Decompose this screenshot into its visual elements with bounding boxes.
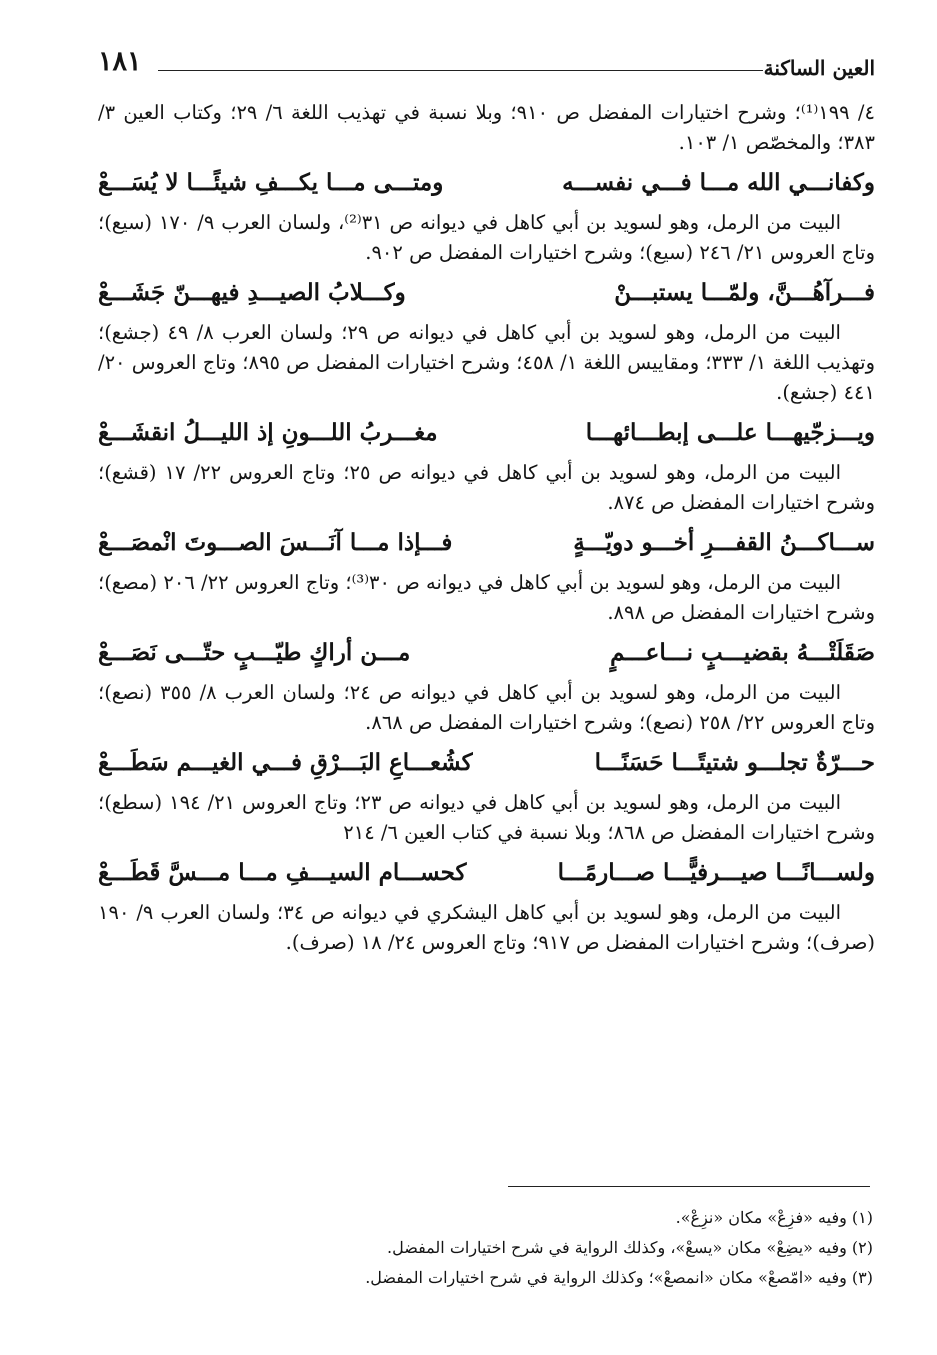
- verse-13: [98, 856, 875, 890]
- paragraph-6: البيت من الرمل، وهو لسويد بن أبي كاهل في ديوانه ص ٢٥؛ وتاج العروس ٢٢/ ١٧ (قشع)؛ وشرح اختيارات المفضل ص ٨٧٤.: [98, 461, 875, 514]
- footnotes: [98, 1203, 873, 1293]
- verse-11: [98, 746, 875, 780]
- paragraph-2: البيت من الرمل، وهو لسويد بن أبي كاهل في ديوانه ص ٣١⁽²⁾، ولسان العرب ٩/ ١٧٠ (سيع)؛ وتاج العروس ٢١/ ٢٤٦ (سيع)؛ وشرح اختيارات المفضل ص ٩٠٢.: [98, 211, 875, 264]
- verse-7-second-hemistich: فـــإذا مـــا آنَـــسَ الصـــوتَ انْمصَـــعْ: [98, 529, 453, 556]
- verse-3: [98, 276, 875, 310]
- verse-9-first-hemistich: صَقَلَتْـــهُ بقضيـــبٍ نـــاعـــمٍ: [610, 639, 875, 666]
- paragraph-8: البيت من الرمل، وهو لسويد بن أبي كاهل في ديوانه ص ٣٠⁽³⁾؛ وتاج العروس ٢٢/ ٢٠٦ (مصع)؛ وشرح اختيارات المفضل ص ٨٩٨.: [98, 571, 875, 624]
- verse-13-second-hemistich: كحســـام السيـــفِ مـــا مـــسَّ قَطَـــعْ: [98, 859, 467, 886]
- verse-5-second-hemistich: مغـــربُ اللـــونِ إذ الليـــلُ انقشَـــعْ: [98, 419, 438, 446]
- verse-5: [98, 416, 875, 450]
- paragraph-0: ٤/ ١٩٩⁽¹⁾؛ وشرح اختيارات المفضل ص ٩١٠؛ وبلا نسبة في تهذيب اللغة ٦/ ٢٩؛ وكتاب العين ٣/ ٣٨٣؛ والمخصّص ١/ ١٠٣.: [98, 101, 875, 154]
- verse-11-first-hemistich: حـــرّةٌ تجلـــو شتيتًـــا حَسَنًـــا: [594, 749, 875, 776]
- verse-5-first-hemistich: ويـــزجّيهـــا علـــى إبطـــائهـــا: [585, 419, 875, 446]
- paragraph-14: البيت من الرمل، وهو لسويد بن أبي كاهل اليشكري في ديوانه ص ٣٤؛ ولسان العرب ٩/ ١٩٠ (صرف)؛ وشرح اختيارات المفضل ص ٩١٧؛ وتاج العروس ٢٤/ ١٨ (صرف).: [98, 901, 875, 954]
- page-header: [98, 46, 875, 86]
- footnote-rule: [508, 1186, 870, 1187]
- verse-1-first-hemistich: وكفانـــي الله مـــا فـــي نفســـه: [562, 169, 875, 196]
- verse-3-first-hemistich: فـــرآهُـــنَّ، ولمّـــا يستبـــنْ: [614, 279, 875, 306]
- verse-1: [98, 166, 875, 200]
- verse-3-second-hemistich: وكـــلابُ الصيـــدِ فيهـــنّ جَشَـــعْ: [98, 279, 406, 306]
- paragraph-10: البيت من الرمل، وهو لسويد بن أبي كاهل في ديوانه ص ٢٤؛ ولسان العرب ٨/ ٣٥٥ (نصع)؛ وتاج العروس ٢٢/ ٢٥٨ (نصع)؛ وشرح اختيارات المفضل ص ٨٦٨.: [98, 681, 875, 734]
- paragraph-4: البيت من الرمل، وهو لسويد بن أبي كاهل في ديوانه ص ٢٩؛ ولسان العرب ٨/ ٤٩ (جشع)؛ وتهذيب اللغة ١/ ٣٣٣؛ ومقاييس اللغة ١/ ٤٥٨؛ وشرح اختيارات المفضل ص ٨٩٥؛ وتاج العروس ٢٠/ ٤٤١ (جشع).: [98, 321, 876, 404]
- header-rule: [158, 70, 763, 71]
- verse-9-second-hemistich: مـــن أراكٍ طيّـــبٍ حتّـــى نَصَـــعْ: [98, 639, 411, 666]
- footnote-3: (٣) وفيه «امّصعْ» مكان «انمصعْ»؛ وكذلك الرواية في شرح اختيارات المفضل.: [365, 1268, 873, 1287]
- footnote-2: (٢) وفيه «يضِعْ» مكان «يسعْ»، وكذلك الرواية في شرح اختيارات المفضل.: [386, 1238, 873, 1257]
- paragraph-12: البيت من الرمل، وهو لسويد بن أبي كاهل في ديوانه ص ٢٣؛ وتاج العروس ٢١/ ١٩٤ (سطع)؛ وشرح اختيارات المفضل ص ٨٦٨؛ وبلا نسبة في كتاب العين ٦/ ٢١٤: [98, 791, 875, 844]
- verse-7: [98, 526, 875, 560]
- verse-1-second-hemistich: ومتـــى مـــا يكـــفِ شيئًـــا لا يُسَـــعْ: [98, 169, 444, 196]
- page-body: [98, 98, 875, 964]
- verse-7-first-hemistich: ســـاكـــنُ القفـــرِ أخـــو دويّـــةٍ: [573, 529, 875, 556]
- running-title: العين الساكنة: [763, 56, 875, 80]
- verse-11-second-hemistich: كشُعـــاعِ البَـــرْقِ فـــي الغيـــم سَطَـــعْ: [98, 749, 473, 776]
- page-number: ١٨١: [98, 46, 142, 77]
- footnote-1: (١) وفيه «فزِعْ» مكان «نزِعْ».: [675, 1208, 873, 1227]
- verse-13-first-hemistich: ولســـانًـــا صيـــرفيًّـــا صـــارمًـــا: [557, 859, 875, 886]
- verse-9: [98, 636, 875, 670]
